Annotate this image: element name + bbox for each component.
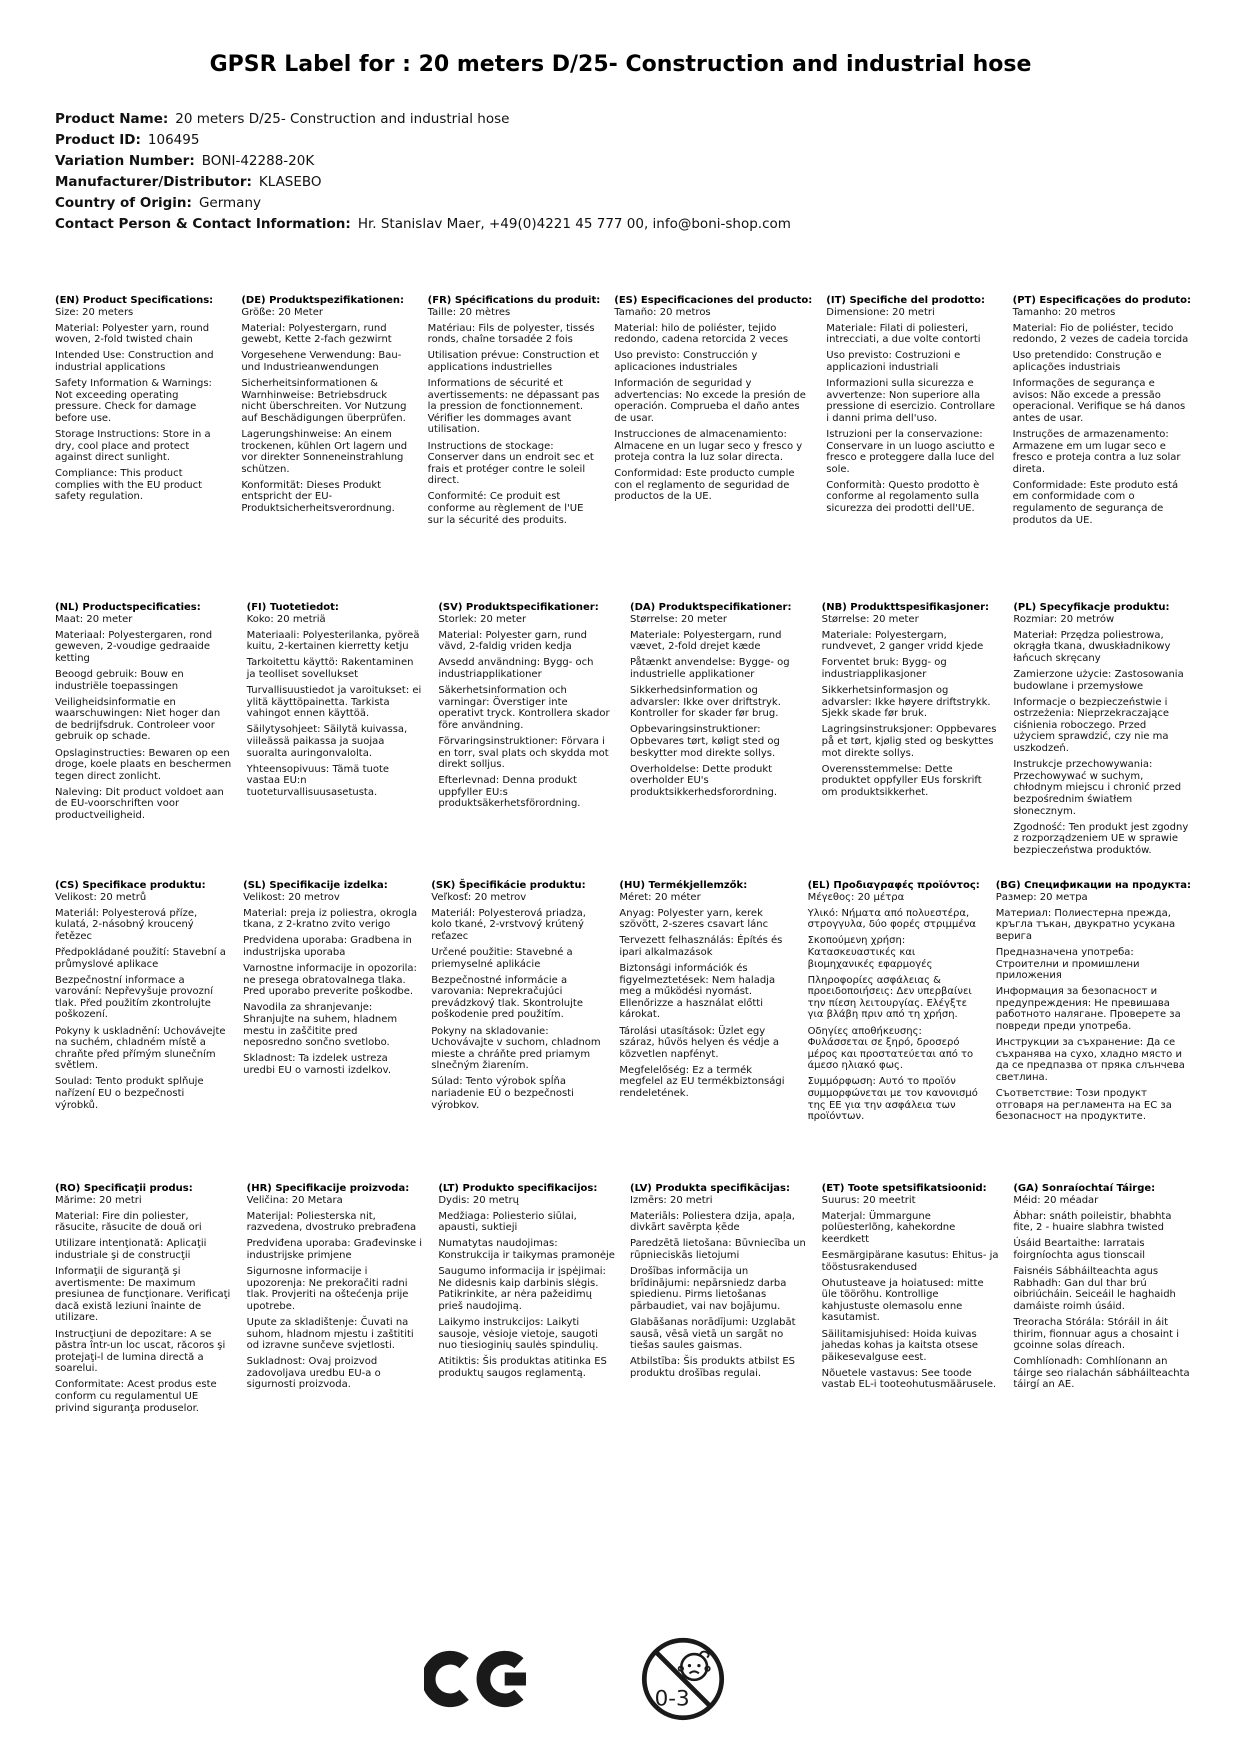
spec-paragraph: Velikost: 20 metrov	[243, 891, 340, 903]
spec-paragraph: Storlek: 20 meter	[438, 613, 527, 625]
spec-paragraph: Súlad: Tento výrobok spĺňa nariadenie EÚ o bezpečnosti výrobkov.	[431, 1076, 574, 1111]
spec-paragraph: Materiaali: Polyesterilanka, pyöreä kuitu, 2-kertainen kierretty ketju	[246, 629, 420, 653]
lang-block-ro	[55, 1183, 233, 1414]
spec-paragraph: Material: Polyestergarn, rund gewebt, Kette 2-fach gezwirnt	[241, 322, 392, 346]
spec-paragraph: Materiál: Polyesterová priadza, kolo tkané, 2-vrstvový krútený reťazec	[431, 907, 586, 942]
spec-paragraph: Glabāšanas norādījumi: Uzglabāt sausā, vēsā vietā un sargāt no tiešas saules gaismas.	[630, 1316, 796, 1352]
spec-grid-row-1	[55, 295, 1191, 602]
spec-paragraph: Turvallisuustiedot ja varoitukset: ei ylitä käyttöpainetta. Tarkista vahingot ennen käyttöä.	[246, 685, 422, 720]
spec-paragraph: Pokyny k uskladnění: Uchovávejte na suchém, chladném místě a chraňte před přímým slunečním světlem.	[55, 1025, 226, 1072]
spec-paragraph: Overensstemmelse: Dette produktet oppfyller EUs forskrift om produktsikkerhet.	[821, 763, 982, 798]
lang-block-hu	[619, 880, 793, 1100]
spec-paragraph: Material: Polyester garn, rund vävd, 2-faldig vriden kedja	[438, 629, 587, 653]
spec-paragraph: Sukladnost: Ovaj proizvod zadovoljava uredbu EU-a o sigurnosti proizvoda.	[246, 1356, 381, 1391]
spec-paragraph: Koko: 20 metriä	[246, 613, 326, 625]
spec-paragraph: Určené použitie: Stavebné a priemyselné aplikácie	[431, 946, 573, 970]
spec-paragraph: Efterlevnad: Denna produkt uppfyller EU:s produktsäkerhetsförordning.	[438, 775, 581, 810]
spec-paragraph: Méret: 20 méter	[619, 891, 701, 903]
spec-paragraph: Πληροφορίες ασφάλειας & προειδοποιήσεις: Δεν υπερβαίνει την πίεση λειτουργίας. Ελέγξτε για βλάβη πριν από τη χρήση.	[807, 974, 972, 1021]
spec-paragraph: Sikkerhetsinformasjon og advarsler: Ikke høyere driftstrykk. Sjekk skade før bruk.	[821, 685, 991, 720]
spec-block-header: (PT) Especificações do produto:	[1012, 295, 1191, 306]
spec-paragraph: Informaţii de siguranţă şi avertismente: De maximum presiunea de funcţionare. Verificaţi dacă există leziuni înainte de utilizare.	[55, 1266, 231, 1324]
spec-paragraph: Biztonsági információk és figyelmeztetések: Nem haladja meg a működési nyomást. Ellenőrizze a használat előtti károkat.	[619, 963, 776, 1021]
spec-paragraph: Uso previsto: Costruzioni e applicazioni industriali	[826, 350, 961, 373]
spec-block-header: (IT) Specifiche del prodotto:	[826, 295, 985, 306]
spec-block-header: (SV) Produktspecifikationer:	[438, 602, 599, 613]
spec-paragraph: Conformitate: Acest produs este conform cu regulamentul UE privind siguranţa produselor.	[55, 1379, 217, 1414]
meta-row-contact	[55, 214, 1191, 235]
spec-block-header: (DA) Produktspecifikationer:	[630, 602, 792, 613]
spec-paragraph: Størrelse: 20 meter	[821, 613, 919, 625]
spec-paragraph: Informations de sécurité et avertissements: ne dépassant pas la pression de fonctionnement. Vérifier les dommages avant utilisation.	[427, 378, 600, 436]
spec-paragraph: Uso pretendido: Construção e aplicações industriais	[1012, 350, 1162, 373]
spec-paragraph: Skladnost: Ta izdelek ustreza uredbi EU o varnosti izdelkov.	[243, 1053, 391, 1076]
lang-block-sk	[431, 880, 605, 1111]
meta-value: Hr. Stanislav Maer, +49(0)4221 45 777 00, info@boni-shop.com	[357, 216, 791, 232]
spec-paragraph: Megfelelőség: Ez a termék megfelel az EU termékbiztonsági rendeletének.	[619, 1064, 785, 1099]
spec-paragraph: Размер: 20 метра	[995, 891, 1088, 903]
lang-block-sl	[243, 880, 417, 1076]
spec-paragraph: Säilitamisjuhised: Hoida kuivas jahedas kohas ja kaitsta otsese päikesevalguse eest.	[821, 1328, 979, 1363]
spec-paragraph: Bezpečnostní informace a varování: Nepřevyšuje provozní tlak. Před použitím zkontrolujte poškození.	[55, 974, 214, 1021]
spec-paragraph: Ábhar: snáth poileistir, bhabhta fite, 2 - huaire slabhra twisted	[1013, 1210, 1172, 1234]
meta-row-product-id	[55, 130, 1191, 151]
spec-paragraph: Zamierzone użycie: Zastosowania budowlane i przemysłowe	[1013, 668, 1184, 692]
spec-paragraph: Materiale: Polyestergarn, rund vævet, 2-fold drejet kæde	[630, 629, 782, 653]
spec-grid	[55, 295, 1191, 1414]
spec-paragraph: Material: hilo de poliéster, tejido redondo, cadena retorcida 2 veces	[614, 322, 789, 346]
meta-label: Country of Origin:	[55, 195, 192, 211]
spec-paragraph: Veľkosť: 20 metrov	[431, 891, 527, 903]
lang-block-sv	[438, 602, 616, 810]
spec-paragraph: Säilytysohjeet: Säilytä kuivassa, viileässä paikassa ja suojaa suoralta auringonvalolta.	[246, 724, 408, 759]
spec-paragraph: Safety Information & Warnings: Not exceeding operating pressure. Check for damage before use.	[55, 378, 212, 424]
meta-value: BONI-42288-20K	[201, 153, 315, 169]
spec-block-header: (FR) Spécifications du produit:	[427, 295, 601, 306]
spec-paragraph: Předpokládané použití: Stavební a průmyslové aplikace	[55, 946, 226, 970]
spec-paragraph: Οδηγίες αποθήκευσης: Φυλάσσεται σε ξηρό, δροσερό μέρος και προστατεύεται από το άμεσο ηλιακό φως.	[807, 1025, 974, 1072]
spec-paragraph: Atbilstība: Šis produkts atbilst ES produktu drošības regulai.	[630, 1356, 796, 1379]
spec-paragraph: Informazioni sulla sicurezza e avvertenze: Non superiore alla pressione di esercizio. Controllare i danni prima dell'uso.	[826, 378, 996, 424]
spec-block-header: (FI) Tuotetiedot:	[246, 602, 339, 613]
spec-paragraph: Veličina: 20 Metara	[246, 1194, 343, 1206]
spec-paragraph: Izmērs: 20 metri	[630, 1194, 713, 1206]
spec-paragraph: Materijal: Poliesterska nit, razvedena, dvostruko prebrađena	[246, 1210, 417, 1234]
meta-label: Product Name:	[55, 111, 169, 127]
meta-row-variation-number	[55, 151, 1191, 172]
spec-paragraph: Ohutusteave ja hoiatused: mitte üle töörõhu. Kontrollige kahjustuste olemasolu enne kasutamist.	[821, 1277, 984, 1324]
meta-value: 20 meters D/25- Construction and industrial hose	[175, 111, 510, 127]
spec-paragraph: Naleving: Dit product voldoet aan de EU-voorschriften voor productveiligheid.	[55, 786, 224, 821]
spec-paragraph: Opbevaringsinstruktioner: Opbevares tørt, køligt sted og beskytter mod direkte sollys.	[630, 724, 780, 759]
spec-paragraph: Größe: 20 Meter	[241, 306, 323, 318]
meta-value: 106495	[147, 132, 200, 148]
spec-paragraph: Predvidena uporaba: Gradbena in industrijska uporaba	[243, 935, 412, 958]
lang-block-cs	[55, 880, 229, 1111]
spec-paragraph: Instrukcje przechowywania: Przechowywać w suchym, chłodnym miejscu i chronić przed bezpośrednim światłem słonecznym.	[1013, 759, 1182, 817]
lang-block-fi	[247, 602, 425, 798]
spec-paragraph: Treoracha Stórála: Stóráil in áit thirim, fionnuar agus a chosaint i gcoinne solas díreach.	[1013, 1316, 1179, 1352]
spec-paragraph: Påtænkt anvendelse: Bygge- og industrielle applikationer	[630, 657, 790, 680]
spec-paragraph: Materjal: Ümmargune polüesterlõng, kahekordne keerdkett	[821, 1210, 956, 1245]
spec-paragraph: Compliance: This product complies with the EU product safety regulation.	[55, 468, 203, 503]
spec-paragraph: Material: Polyester yarn, round woven, 2-fold twisted chain	[55, 322, 210, 346]
spec-paragraph: Mărime: 20 metri	[55, 1194, 142, 1206]
spec-paragraph: Úsáid Beartaithe: Iarratais foirgníochta agus tionscail	[1013, 1238, 1146, 1261]
spec-paragraph: Bezpečnostné informácie a varovania: Neprekračujúci prevádzkový tlak. Skontrolujte poškodenie pred použitím.	[431, 974, 583, 1021]
lang-block-ga	[1013, 1183, 1191, 1391]
spec-block-header: (PL) Specyfikacje produktu:	[1013, 602, 1170, 613]
spec-paragraph: Instructions de stockage: Conserver dans un endroit sec et frais et protéger contre le soleil direct.	[427, 440, 594, 487]
spec-paragraph: Anyag: Polyester yarn, kerek szövött, 2-szeres csavart lánc	[619, 907, 769, 931]
lang-block-it	[826, 295, 998, 515]
lang-block-fr	[428, 295, 601, 526]
spec-paragraph: Storage Instructions: Store in a dry, cool place and protect against direct sunlight.	[55, 428, 211, 464]
spec-grid-row-2	[55, 602, 1191, 880]
lang-block-lt	[438, 1183, 616, 1379]
spec-paragraph: Conformité: Ce produit est conforme au règlement de l'UE sur la sécurité des produits.	[427, 491, 584, 526]
spec-paragraph: Material: Fire din poliester, răsucite, răsucite de două ori	[55, 1210, 202, 1234]
spec-paragraph: Utilizare intenţionată: Aplicaţii industriale şi de construcţii	[55, 1238, 207, 1261]
spec-paragraph: Förvaringsinstruktioner: Förvara i en torr, sval plats och skydda mot direkt solljus.	[438, 735, 609, 771]
spec-paragraph: Conformità: Questo prodotto è conforme al regolamento sulla sicurezza dei prodotti dell'UE.	[826, 479, 980, 514]
spec-block-header: (RO) Specificaţii produs:	[55, 1183, 193, 1194]
spec-paragraph: Dydis: 20 metrų	[438, 1194, 519, 1206]
spec-paragraph: Materiale: Filati di poliesteri, intrecciati, a due volte contorti	[826, 322, 981, 346]
spec-paragraph: Lagerungshinweise: An einem trockenen, kühlen Ort lagern und vor direkter Sonneneinstrahlung schützen.	[241, 428, 408, 475]
spec-block-header: (EL) Προδιαγραφές προϊόντος:	[807, 880, 980, 891]
meta-label: Manufacturer/Distributor:	[55, 174, 252, 190]
spec-paragraph: Informacje o bezpieczeństwie i ostrzeżenia: Nieprzekraczające ciśnienia roboczego. Przed użyciem sprawdzić, czy nie ma uszkodzeń.	[1013, 696, 1170, 755]
spec-block-header: (DE) Produktspezifikationen:	[241, 295, 404, 306]
spec-paragraph: Tamanho: 20 metros	[1012, 306, 1116, 318]
lang-block-bg	[996, 880, 1191, 1123]
meta-label: Contact Person & Contact Information:	[55, 216, 351, 232]
spec-paragraph: Taille: 20 mètres	[427, 306, 511, 318]
spec-paragraph: Numatytas naudojimas: Konstrukcija ir taikymas pramonėje	[438, 1238, 615, 1261]
spec-block-header: (GA) Sonraíochtaí Táirge:	[1013, 1183, 1156, 1194]
spec-grid-row-4	[55, 1183, 1191, 1414]
spec-paragraph: Tarkoitettu käyttö: Rakentaminen ja teolliset sovellukset	[246, 657, 414, 680]
spec-paragraph: Beoogd gebruik: Bouw en industriële toepassingen	[55, 668, 184, 692]
spec-paragraph: Comhlíonadh: Comhlíonann an táirge seo rialachán sábháilteachta táirgí an AE.	[1013, 1356, 1190, 1391]
spec-paragraph: Инструкции за съхранение: Да се съхранява на сухо, хладно място и да се предпазва от пряка слънчева светлина.	[995, 1037, 1185, 1083]
spec-paragraph: Materiał: Przędza poliestrowa, okrągła tkana, dwuskładnikowy łańcuch skręcany	[1013, 629, 1171, 664]
spec-paragraph: Utilisation prévue: Construction et applications industrielles	[427, 350, 600, 373]
spec-paragraph: Rozmiar: 20 metrów	[1013, 613, 1115, 625]
spec-paragraph: Conformidad: Este producto cumple con el reglamento de seguridad de productos de la UE.	[614, 468, 795, 503]
spec-paragraph: Μέγεθος: 20 μέτρα	[807, 891, 905, 903]
spec-block-header: (HR) Specifikacije proizvoda:	[246, 1183, 410, 1194]
spec-paragraph: Konformität: Dieses Produkt entspricht der EU-Produktsicherheitsverordnung.	[241, 479, 395, 514]
spec-paragraph: Nõuetele vastavus: See toode vastab EL-i tooteohutusmäärusele.	[821, 1367, 997, 1391]
spec-paragraph: Matériau: Fils de polyester, tissés ronds, chaîne torsadée 2 fois	[427, 322, 595, 346]
spec-paragraph: Tervezett felhasználás: Építés és ipari alkalmazások	[619, 935, 783, 958]
spec-paragraph: Varnostne informacije in opozorila: ne presega obratovalnega tlaka. Pred uporabo preverite poškodbe.	[243, 963, 417, 998]
lang-block-pt	[1013, 295, 1191, 526]
spec-paragraph: Predviđena uporaba: Građevinske i industrijske primjene	[246, 1238, 423, 1261]
spec-block-header: (NB) Produkttspesifikasjoner:	[821, 602, 990, 613]
spec-paragraph: Overholdelse: Dette produkt overholder EU's produktsikkerhedsforordning.	[630, 763, 778, 798]
spec-paragraph: Material: preja iz poliestra, okrogla tkana, z 2-kratno zvito verigo	[243, 907, 418, 931]
spec-paragraph: Size: 20 meters	[55, 306, 134, 318]
spec-block-header: (SK) Špecifikácie produktu:	[431, 880, 586, 891]
spec-paragraph: Velikost: 20 metrů	[55, 891, 147, 903]
spec-paragraph: Σκοπούμενη χρήση: Κατασκευαστικές και βιομηχανικές εφαρμογές	[807, 935, 933, 970]
lang-block-el	[808, 880, 982, 1123]
spec-paragraph: Laikymo instrukcijos: Laikyti sausoje, vėsioje vietoje, saugoti nuo tiesioginių saulės spindulių.	[438, 1316, 599, 1352]
spec-paragraph: Istruzioni per la conservazione: Conservare in un luogo asciutto e fresco e proteggere dalla luce del sole.	[826, 428, 995, 475]
spec-block-header: (LT) Produkto specifikacijos:	[438, 1183, 598, 1194]
spec-paragraph: Tárolási utasítások: Üzlet egy száraz, hűvös helyen és védje a közvetlen napfényt.	[619, 1025, 780, 1060]
spec-paragraph: Συμμόρφωση: Αυτό το προϊόν συμμορφώνεται με τον κανονισμό της ΕΕ για την ασφάλεια των προϊόντων.	[807, 1076, 978, 1123]
spec-paragraph: Materiál: Polyesterová příze, kulatá, 2-násobný kroucený řetězec	[55, 907, 198, 942]
lang-block-et	[822, 1183, 1000, 1391]
meta-label: Variation Number:	[55, 153, 195, 169]
spec-paragraph: Pokyny na skladovanie: Uchovávajte v suchom, chladnom mieste a chráňte pred priamym slnečným žiarením.	[431, 1025, 601, 1072]
spec-paragraph: Materiaal: Polyestergaren, rond geweven, 2-voudige gedraaide ketting	[55, 629, 213, 664]
spec-paragraph: Zgodność: Ten produkt jest zgodny z rozporządzeniem UE w sprawie bezpieczeństwa produktów.	[1013, 821, 1189, 856]
spec-paragraph: Veiligheidsinformatie en waarschuwingen: Niet hoger dan de bedrijfsdruk. Controleer voor gebruik op schade.	[55, 696, 221, 743]
spec-paragraph: Conformidade: Este produto está em conformidade com o regulamento de segurança de produtos da UE.	[1012, 479, 1179, 526]
spec-paragraph: Instruções de armazenamento: Armazene em um lugar seco e fresco e proteja contra a luz solar direta.	[1012, 428, 1181, 475]
spec-paragraph: Instrucciones de almacenamiento: Almacene en un lugar seco y fresco y proteja contra la luz solar directa.	[614, 428, 803, 464]
spec-paragraph: Material: Fio de poliéster, tecido redondo, 2 vezes de cadeia torcida	[1012, 322, 1189, 346]
lang-block-es	[614, 295, 812, 503]
spec-paragraph: Υλικό: Νήματα από πολυεστέρα, στρογγυλα, δύο φορές στριμμένα	[807, 907, 976, 931]
spec-paragraph: Atitiktis: Šis produktas atitinka ES produktų saugos reglamentą.	[438, 1356, 607, 1379]
spec-paragraph: Информация за безопасност и предупреждения: Не превишава работното налягане. Проверете за повреди преди употреба.	[995, 986, 1181, 1033]
product-meta	[55, 109, 1191, 235]
spec-paragraph: Intended Use: Construction and industrial applications	[55, 350, 214, 373]
meta-row-country-of-origin	[55, 193, 1191, 214]
lang-block-pl	[1013, 602, 1191, 856]
spec-paragraph: Sigurnosne informacije i upozorenja: Ne prekoračiti radni tlak. Provjeriti na oštećenja prije upotrebe.	[246, 1266, 409, 1312]
lang-block-de	[241, 295, 413, 515]
spec-grid-row-3	[55, 880, 1191, 1183]
spec-paragraph: Eesmärgipärane kasutus: Ehitus- ja tööstusrakendused	[821, 1249, 999, 1273]
meta-label: Product ID:	[55, 132, 141, 148]
spec-paragraph: Maat: 20 meter	[55, 613, 133, 625]
spec-paragraph: Предназначена употреба: Строителни и промишлени приложения	[995, 946, 1140, 982]
lang-block-da	[630, 602, 808, 798]
spec-paragraph: Opslaginstructies: Bewaren op een droge, koele plaats en beschermen tegen direct zonlicht.	[55, 747, 232, 782]
spec-block-header: (ET) Toote spetsifikatsioonid:	[821, 1183, 987, 1194]
spec-paragraph: Navodila za shranjevanje: Shranjujte na suhem, hladnem mestu in zaščitite pred neposredno sončno svetlobo.	[243, 1002, 398, 1049]
spec-block-header: (SL) Specifikacije izdelka:	[243, 880, 388, 891]
age-warning-0-3-icon	[640, 1636, 726, 1722]
spec-paragraph: Tamaño: 20 metros	[614, 306, 711, 318]
spec-paragraph: Säkerhetsinformation och varningar: Överstiger inte operativt tryck. Kontrollera skador före användning.	[438, 685, 610, 731]
spec-paragraph: Medžiaga: Poliesterio siūlai, apausti, suktieji	[438, 1210, 577, 1234]
spec-paragraph: Materiāls: Poliestera dzija, apaļa, divkārt savērpta ķēde	[630, 1210, 795, 1234]
age-range-label: 0-3	[654, 1686, 690, 1712]
meta-value: KLASEBO	[258, 174, 322, 190]
lang-block-lv	[630, 1183, 808, 1379]
spec-paragraph: Información de seguridad y advertencias: No excede la presión de operación. Comprueba el daño antes de usar.	[614, 378, 806, 424]
spec-paragraph: Yhteensopivuus: Tämä tuote vastaa EU:n tuoteturvallisuusasetusta.	[246, 763, 390, 798]
spec-block-header: (NL) Productspecificaties:	[55, 602, 201, 613]
spec-paragraph: Forventet bruk: Bygg- og industriapplikasjoner	[821, 657, 947, 680]
spec-block-header: (BG) Спецификации на продукта:	[995, 880, 1191, 891]
spec-block-header: (HU) Termékjellemzők:	[619, 880, 748, 891]
spec-paragraph: Instrucţiuni de depozitare: A se păstra într-un loc uscat, răcoros şi protejaţi-l de lumina directă a soarelui.	[55, 1328, 226, 1375]
spec-paragraph: Materiale: Polyestergarn, rundvevet, 2 ganger vridd kjede	[821, 629, 984, 653]
spec-paragraph: Dimensione: 20 metri	[826, 306, 935, 318]
lang-block-nb	[822, 602, 1000, 798]
spec-paragraph: Soulad: Tento produkt splňuje nařízení EU o bezpečnosti výrobků.	[55, 1076, 204, 1111]
footer-compliance-icons	[424, 1636, 726, 1722]
spec-paragraph: Informações de segurança e avisos: Não excede a pressão operacional. Verifique se há danos antes de usar.	[1012, 378, 1186, 424]
spec-paragraph: Méid: 20 méadar	[1013, 1194, 1099, 1206]
spec-paragraph: Upute za skladištenje: Čuvati na suhom, hladnom mjestu i zaštititi od izravne sunčeve svjetlosti.	[246, 1316, 414, 1352]
ce-mark-icon	[424, 1641, 536, 1717]
meta-value: Germany	[198, 195, 261, 211]
spec-paragraph: Vorgesehene Verwendung: Bau- und Industrieanwendungen	[241, 350, 402, 373]
spec-paragraph: Drošības informācija un brīdinājumi: nepārsniedz darba spiedienu. Pirms lietošanas pārbaudiet, vai nav bojājumu.	[630, 1266, 787, 1312]
page-title: GPSR Label for : 20 meters D/25- Construction and industrial hose	[209, 52, 1032, 77]
spec-paragraph: Avsedd användning: Bygg- och industriapplikationer	[438, 657, 594, 680]
spec-block-header: (ES) Especificaciones del producto:	[614, 295, 813, 306]
meta-row-product-name	[55, 109, 1191, 130]
spec-block-header: (EN) Product Specifications:	[55, 295, 214, 306]
spec-paragraph: Uso previsto: Construcción y aplicaciones industriales	[614, 350, 758, 373]
meta-row-manufacturer	[55, 172, 1191, 193]
spec-paragraph: Sikkerhedsinformation og advarsler: Ikke over driftstryk. Kontroller for skader før brug.	[630, 685, 781, 720]
lang-block-hr	[247, 1183, 425, 1391]
spec-paragraph: Faisnéis Sábháilteachta agus Rabhadh: Gan dul thar brú oibriúcháin. Seiceáil le haghaidh damáiste roimh úsáid.	[1013, 1266, 1176, 1312]
lang-block-nl	[55, 602, 233, 822]
spec-paragraph: Lagringsinstruksjoner: Oppbevares på et tørt, kjølig sted og beskyttes mot direkte sollys.	[821, 724, 997, 759]
lang-block-en	[55, 295, 227, 503]
spec-block-header: (CS) Specifikace produktu:	[55, 880, 206, 891]
spec-paragraph: Съответствие: Този продукт отговаря на регламента на ЕС за безопасност на продуктите.	[995, 1088, 1172, 1123]
spec-paragraph: Suurus: 20 meetrit	[821, 1194, 916, 1206]
spec-paragraph: Paredzētā lietošana: Būvniecība un rūpnieciskās lietojumi	[630, 1238, 806, 1261]
spec-paragraph: Størrelse: 20 meter	[630, 613, 728, 625]
spec-paragraph: Saugumo informacija ir įspėjimai: Ne didesnis kaip darbinis slėgis. Patikrinkite, ar nėra pažeidimų prieš naudojimą.	[438, 1266, 606, 1312]
spec-paragraph: Sicherheitsinformationen & Warnhinweise: Betriebsdruck nicht überschreiten. Vor Nutzung auf Beschädigungen überprüfen.	[241, 378, 407, 424]
spec-paragraph: Материал: Полиестерна прежда, кръгла тъкан, двукратно усукана верига	[995, 907, 1176, 942]
spec-block-header: (LV) Produkta specifikācijas:	[630, 1183, 790, 1194]
